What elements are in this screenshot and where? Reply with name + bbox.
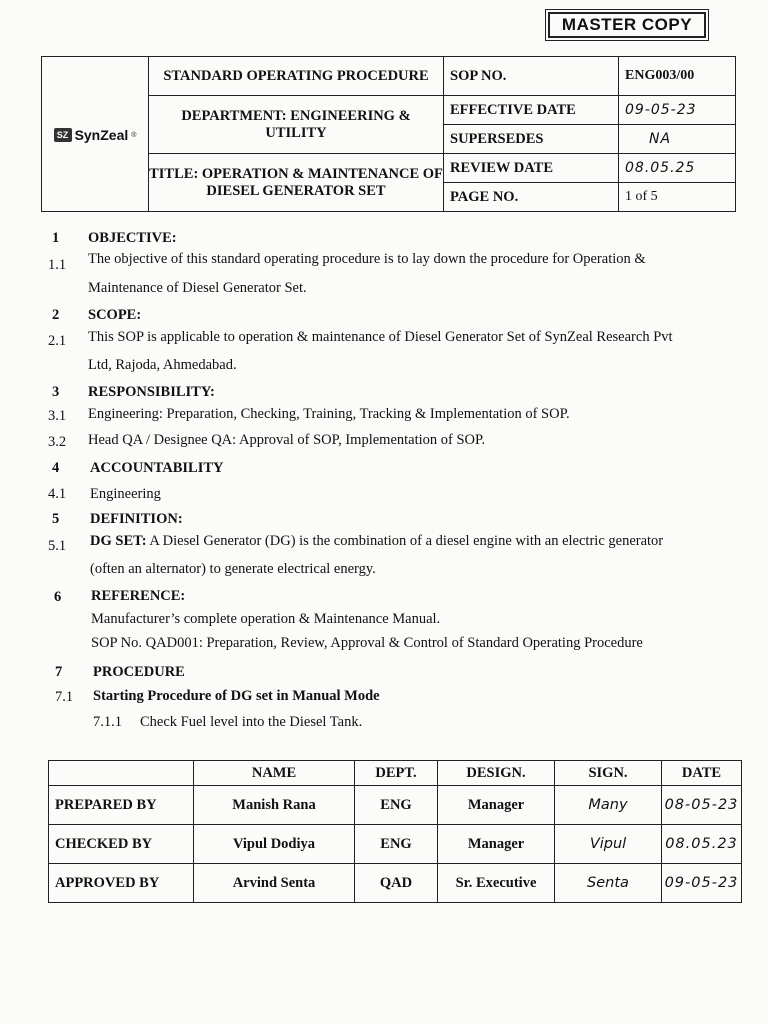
column-header [49, 761, 194, 786]
subsection-number: 7.1.1 [93, 714, 122, 730]
term-definition: A Diesel Generator (DG) is the combination of a diesel engine with an electric generator [146, 533, 664, 549]
dept-cell: QAD [355, 864, 438, 903]
column-header: NAME [194, 761, 355, 786]
subsection-number: 4.1 [48, 486, 67, 502]
signature-cell: Vipul [555, 825, 662, 864]
effective-date-value: 09-05-23 [619, 96, 736, 125]
date-cell: 08-05-23 [662, 786, 742, 825]
review-date-label: REVIEW DATE [444, 154, 619, 183]
table-row [49, 825, 742, 864]
design-cell: Sr. Executive [438, 864, 555, 903]
paragraph-line: Ltd, Rajoda, Ahmedabad. [88, 357, 237, 373]
sop-no-label: SOP NO. [444, 57, 619, 96]
subsection-number: 7.1 [55, 689, 74, 705]
signoff-header-row [49, 761, 742, 786]
signature-cell: Many [555, 786, 662, 825]
role-cell: APPROVED BY [49, 864, 194, 903]
review-date-value: 08.05.25 [619, 154, 736, 183]
paragraph-line: This SOP is applicable to operation & maintenance of Diesel Generator Set of SynZeal Research Pvt [88, 329, 673, 345]
section-number: 3 [52, 384, 60, 400]
logo-text: SynZeal [74, 127, 129, 143]
page-no-value: 1 of 5 [619, 183, 736, 212]
term-label: DG SET: [90, 533, 147, 549]
section-number: 2 [52, 307, 60, 323]
role-cell: CHECKED BY [49, 825, 194, 864]
company-logo [42, 57, 149, 212]
section-heading-definition: DEFINITION: [90, 511, 183, 527]
page-no-label: PAGE NO. [444, 183, 619, 212]
column-header: SIGN. [555, 761, 662, 786]
subsection-number: 3.1 [48, 408, 67, 424]
supersedes-value: NA [619, 125, 736, 154]
column-header: DEPT. [355, 761, 438, 786]
synzeal-logo-icon: SZ [54, 128, 72, 142]
date-cell: 09-05-23 [662, 864, 742, 903]
signature-cell: Senta [555, 864, 662, 903]
name-cell: Manish Rana [194, 786, 355, 825]
subsection-number: 2.1 [48, 333, 67, 349]
paragraph-line: Check Fuel level into the Diesel Tank. [140, 714, 363, 730]
paragraph-line: Engineering: Preparation, Checking, Training, Tracking & Implementation of SOP. [88, 406, 570, 422]
name-cell: Arvind Senta [194, 864, 355, 903]
supersedes-label: SUPERSEDES [444, 125, 619, 154]
section-number: 4 [52, 460, 60, 476]
section-heading-responsibility: RESPONSIBILITY: [88, 384, 215, 400]
date-cell: 08.05.23 [662, 825, 742, 864]
paragraph-line [90, 533, 663, 550]
section-heading-scope: SCOPE: [88, 307, 142, 323]
dept-cell: ENG [355, 786, 438, 825]
section-number: 1 [52, 230, 60, 246]
subsection-heading: Starting Procedure of DG set in Manual Mode [93, 688, 380, 704]
document-title: TITLE: OPERATION & MAINTENANCE OF DIESEL GENERATOR SET [149, 154, 444, 212]
signoff-table [48, 760, 742, 903]
section-number: 7 [55, 664, 63, 680]
design-cell: Manager [438, 786, 555, 825]
paragraph-line: The objective of this standard operating procedure is to lay down the procedure for Operation & [88, 251, 646, 267]
sop-no-value: ENG003/00 [619, 57, 736, 96]
section-heading-reference: REFERENCE: [91, 588, 186, 604]
paragraph-line: (often an alternator) to generate electrical energy. [90, 561, 376, 577]
table-row [49, 864, 742, 903]
design-cell: Manager [438, 825, 555, 864]
section-heading-accountability: ACCOUNTABILITY [90, 460, 224, 476]
section-heading-procedure: PROCEDURE [93, 664, 185, 680]
paragraph-line: SOP No. QAD001: Preparation, Review, Approval & Control of Standard Operating Procedure [91, 635, 643, 651]
paragraph-line: Manufacturer’s complete operation & Maintenance Manual. [91, 611, 441, 627]
subsection-number: 5.1 [48, 538, 67, 554]
paragraph-line: Maintenance of Diesel Generator Set. [88, 280, 307, 296]
paragraph-line: Head QA / Designee QA: Approval of SOP, Implementation of SOP. [88, 432, 486, 448]
paragraph-line: Engineering [90, 486, 161, 502]
sop-heading: STANDARD OPERATING PROCEDURE [149, 57, 444, 96]
logo-registered-mark: ® [131, 131, 137, 139]
name-cell: Vipul Dodiya [194, 825, 355, 864]
table-row [49, 786, 742, 825]
section-heading-objective: OBJECTIVE: [88, 230, 177, 246]
dept-cell: ENG [355, 825, 438, 864]
master-copy-stamp: MASTER COPY [548, 12, 706, 38]
column-header: DATE [662, 761, 742, 786]
effective-date-label: EFFECTIVE DATE [444, 96, 619, 125]
section-number: 6 [54, 589, 62, 605]
column-header: DESIGN. [438, 761, 555, 786]
sop-header-table [41, 56, 736, 212]
subsection-number: 1.1 [48, 257, 67, 273]
section-number: 5 [52, 511, 60, 527]
department: DEPARTMENT: ENGINEERING & UTILITY [149, 96, 444, 154]
role-cell: PREPARED BY [49, 786, 194, 825]
subsection-number: 3.2 [48, 434, 67, 450]
